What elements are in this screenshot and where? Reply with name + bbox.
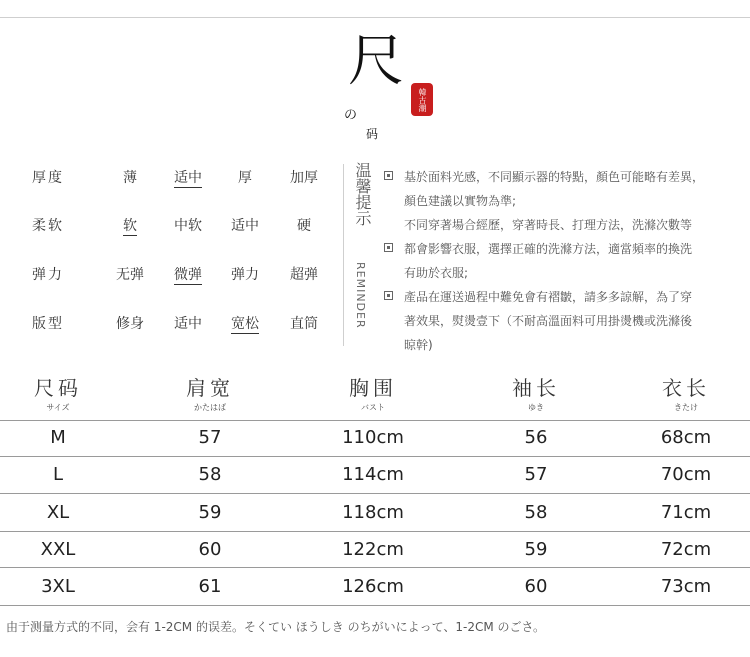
size-label-cell: M [50, 427, 66, 448]
table-cell: 68cm [660, 427, 712, 448]
attribute-option: 厚 [238, 170, 252, 186]
column-header-label: 衣长 [662, 376, 710, 400]
table-cell: 59 [524, 539, 548, 560]
column-header-label: 肩宽 [186, 376, 234, 400]
table-cell: 59 [198, 502, 222, 523]
square-bullet-icon [384, 243, 393, 252]
attribute-option-selected: 微弹 [174, 267, 202, 283]
square-bullet-icon [384, 291, 393, 300]
column-header-kana: バスト [361, 403, 385, 412]
table-cell: 118cm [342, 502, 404, 523]
column-header-label: 胸围 [349, 376, 397, 400]
column-header [626, 372, 746, 413]
tips-line [384, 333, 734, 357]
attribute-option-selected: 软 [123, 218, 137, 234]
tips-line [384, 261, 734, 285]
page-title: 尺 [348, 29, 404, 94]
tips-title: 温馨提示 [353, 162, 372, 226]
column-header [476, 372, 596, 413]
column-header [313, 372, 433, 413]
column-header [0, 372, 118, 413]
tips-line-text: 基於面料光感，不同顯示器的特點，顏色可能略有差異， [404, 170, 705, 184]
table-cell: 114cm [342, 464, 404, 485]
table-cell: 73cm [660, 576, 712, 597]
tips-line [384, 165, 734, 189]
table-cell: 57 [524, 464, 548, 485]
size-label-cell: 3XL [41, 576, 75, 597]
table-cell: 60 [524, 576, 548, 597]
tips-subtitle: REMINDER [354, 262, 367, 329]
tips-line-text: 著效果，熨燙壹下（不耐高溫面料可用掛燙機或洗滌後 [404, 314, 693, 328]
table-divider [0, 456, 750, 457]
tips-line [384, 189, 734, 213]
table-cell: 122cm [342, 539, 404, 560]
tips-line [384, 309, 734, 333]
table-divider [0, 605, 750, 606]
attribute-option: 修身 [116, 316, 144, 332]
table-cell: 58 [198, 464, 222, 485]
tips-line-text: 顏色建議以實物為準; [404, 194, 517, 208]
tips-line-text: 有助於衣服; [404, 266, 469, 280]
tips-divider [343, 164, 344, 346]
column-header [150, 372, 270, 413]
size-label-cell: XXL [40, 539, 76, 560]
column-header-kana: サイズ [46, 403, 70, 412]
table-cell: 110cm [342, 427, 404, 448]
table-divider [0, 493, 750, 494]
tips-line [384, 213, 734, 237]
table-divider [0, 567, 750, 568]
column-header-label: 袖长 [512, 376, 560, 400]
attribute-option: 无弹 [116, 267, 144, 283]
table-cell: 56 [524, 427, 548, 448]
title-sub-no: の [344, 108, 358, 123]
attribute-option: 超弹 [290, 267, 318, 283]
square-bullet-icon [384, 171, 393, 180]
table-divider [0, 531, 750, 532]
tips-line-text: 產品在運送過程中難免會有褶皺，請多多諒解，為了穿 [404, 290, 693, 304]
column-header-kana: きたけ [674, 403, 698, 412]
brand-seal: 韓古潮 [411, 83, 433, 116]
attribute-option-selected: 适中 [174, 170, 202, 186]
attribute-option: 薄 [123, 170, 137, 186]
size-label-cell: L [52, 464, 64, 485]
column-header-label: 尺码 [34, 376, 82, 400]
tips-line [384, 237, 734, 261]
tips-line [384, 285, 734, 309]
attribute-label: 厚度 [32, 170, 64, 186]
attribute-option: 弹力 [231, 267, 259, 283]
tips-line-text: 晾幹) [404, 338, 433, 352]
footnote: 由于测量方式的不同，会有 1-2CM 的误差。そくてい ほうしき のちがいによって、1-2CM のごさ。 [6, 620, 546, 634]
tips-line-text: 不同穿著場合經歷，穿著時長、打理方法，洗滌次數等 [404, 218, 693, 232]
table-cell: 126cm [342, 576, 404, 597]
attribute-option: 硬 [297, 218, 311, 234]
attribute-option: 加厚 [290, 170, 318, 186]
table-divider [0, 420, 750, 421]
column-header-kana: かたはば [194, 403, 226, 412]
column-header-kana: ゆき [528, 403, 544, 412]
attribute-label: 版型 [32, 316, 64, 332]
table-cell: 70cm [660, 464, 712, 485]
attribute-option: 适中 [231, 218, 259, 234]
tips-line-text: 都會影響衣服，選擇正確的洗滌方法，適當頻率的換洗 [404, 242, 693, 256]
attribute-option: 中软 [174, 218, 202, 234]
tips-text [384, 165, 734, 357]
title-sub-ma: 码 [366, 127, 379, 141]
table-cell: 58 [524, 502, 548, 523]
table-cell: 60 [198, 539, 222, 560]
attribute-option-selected: 宽松 [231, 316, 259, 332]
top-divider [0, 17, 750, 18]
size-label-cell: XL [46, 502, 70, 523]
attribute-label: 弹力 [32, 267, 64, 283]
attribute-option: 适中 [174, 316, 202, 332]
attribute-option: 直筒 [290, 316, 318, 332]
table-cell: 72cm [660, 539, 712, 560]
table-cell: 61 [198, 576, 222, 597]
table-cell: 57 [198, 427, 222, 448]
table-cell: 71cm [660, 502, 712, 523]
attribute-label: 柔软 [32, 218, 64, 234]
